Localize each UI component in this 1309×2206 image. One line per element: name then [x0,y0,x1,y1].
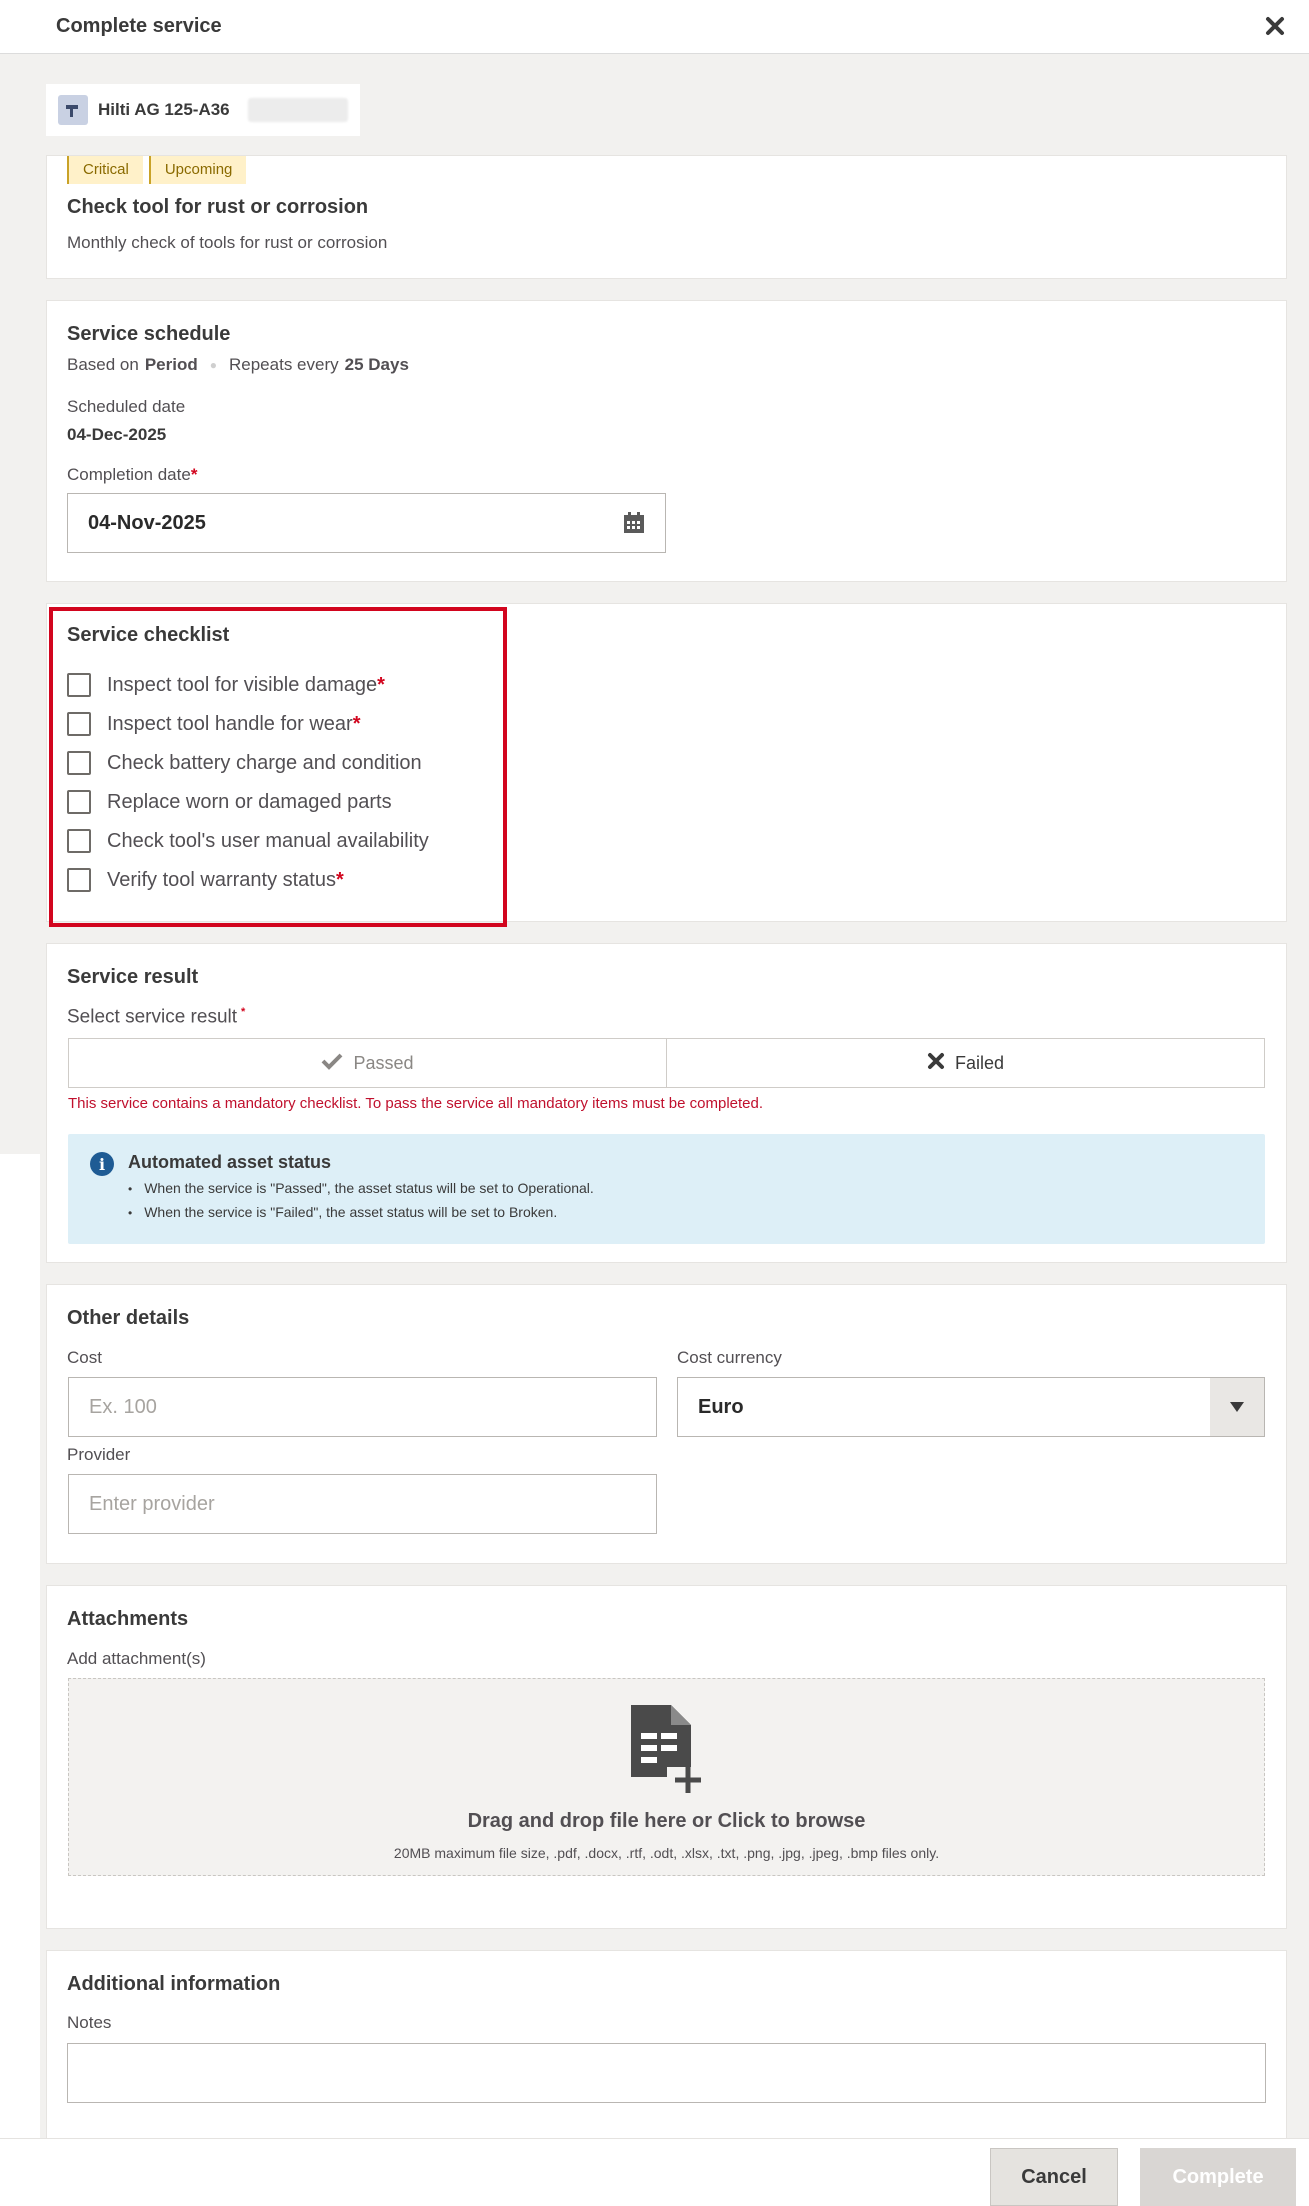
select-result-text: Select service result [67,1006,238,1028]
drill-icon [58,95,88,125]
add-attachment-label: Add attachment(s) [67,1649,206,1668]
checklist-item-label: Replace worn or damaged parts [107,790,392,813]
scheduled-date-label: Scheduled date [67,397,186,416]
service-description: Monthly check of tools for rust or corrosion [67,233,388,252]
repeats-label: Repeats every [229,355,339,374]
chevron-down-icon[interactable] [1210,1378,1264,1436]
checklist-item-label: Inspect tool handle for wear [107,712,353,735]
add-file-icon [631,1705,703,1802]
completion-date-value: 04-Nov-2025 [88,511,206,534]
attachments-title: Attachments [67,1608,189,1630]
additional-info-title: Additional information [67,1973,281,1995]
info-icon: i [90,1152,114,1176]
based-on-value: Period [144,355,198,374]
checklist-item-label: Verify tool warranty status [107,868,336,891]
checklist-item-label: Inspect tool for visible damage [107,673,378,696]
required-marker: * [241,1006,246,1018]
check-icon [321,1052,343,1075]
completion-date-label [67,465,197,485]
select-result-label [67,1006,245,1028]
info-title: Automated asset status [128,1152,332,1172]
completion-date-field[interactable] [67,493,666,553]
x-icon [927,1052,945,1075]
checklist-item-label: Check tool's user manual availability [107,829,429,852]
critical-tag: Critical [67,156,143,184]
notes-label: Notes [67,2013,112,2032]
required-marker: * [377,673,385,696]
passed-button[interactable] [68,1038,667,1088]
repeats-value: 25 Days [344,355,409,374]
currency-label: Cost currency [677,1348,782,1367]
info-list-item: • When the service is "Failed", the asset status will be set to Broken. [128,1204,594,1220]
asset-name: Hilti AG 125-A36 [98,100,230,119]
required-marker: * [352,712,361,735]
required-marker: * [190,465,198,484]
failed-button[interactable] [666,1038,1265,1088]
info-list-item: • When the service is "Passed", the asset status will be set to Operational. [128,1180,594,1196]
asset-chip [46,84,360,136]
checklist-item-label: Check battery charge and condition [107,751,422,774]
cost-placeholder: Ex. 100 [89,1395,157,1418]
checklist-highlight-box [49,607,507,927]
asset-serial-redacted [248,98,348,122]
required-marker: * [335,868,344,891]
other-details-title: Other details [67,1307,190,1329]
currency-select[interactable] [677,1377,1265,1437]
failed-label: Failed [954,1052,1005,1073]
service-info-card [46,155,1287,279]
provider-label: Provider [67,1445,131,1464]
separator-dot: ● [209,358,217,372]
passed-label: Passed [353,1052,414,1073]
dropzone-subtitle: 20MB maximum file size, .pdf, .docx, .rtf, .odt, .xlsx, .txt, .png, .jpg, .jpeg, .bmp files only. [393,1845,940,1861]
mandatory-checklist-error: This service contains a mandatory checklist. To pass the service all mandatory items must be completed. [68,1095,764,1112]
provider-input[interactable] [68,1474,657,1534]
provider-placeholder: Enter provider [89,1492,215,1515]
complete-button[interactable]: Complete [1140,2148,1296,2206]
result-title: Service result [67,966,199,988]
file-dropzone[interactable] [68,1678,1265,1876]
checklist-title: Service checklist [67,624,230,646]
service-name: Check tool for rust or corrosion [67,196,369,218]
schedule-basis [67,355,409,375]
info-list [128,1180,594,1228]
close-icon[interactable] [1261,12,1289,40]
schedule-title: Service schedule [67,323,231,345]
cancel-button[interactable]: Cancel [990,2148,1118,2206]
dropzone-title: Drag and drop file here or Click to browse [467,1810,866,1832]
modal-header [0,0,1309,54]
calendar-icon[interactable] [623,512,645,540]
based-on-label: Based on [67,355,139,374]
automated-status-info [68,1134,1265,1244]
currency-value: Euro [698,1395,744,1418]
scheduled-date-value: 04-Dec-2025 [67,425,167,444]
modal-title: Complete service [56,15,222,37]
notes-input[interactable] [67,2043,1266,2103]
additional-info-card [46,1950,1287,2140]
cost-label: Cost [67,1348,102,1367]
service-schedule-card [46,300,1287,582]
cost-input[interactable] [68,1377,657,1437]
upcoming-tag: Upcoming [149,156,247,184]
completion-date-text: Completion date [67,465,191,484]
